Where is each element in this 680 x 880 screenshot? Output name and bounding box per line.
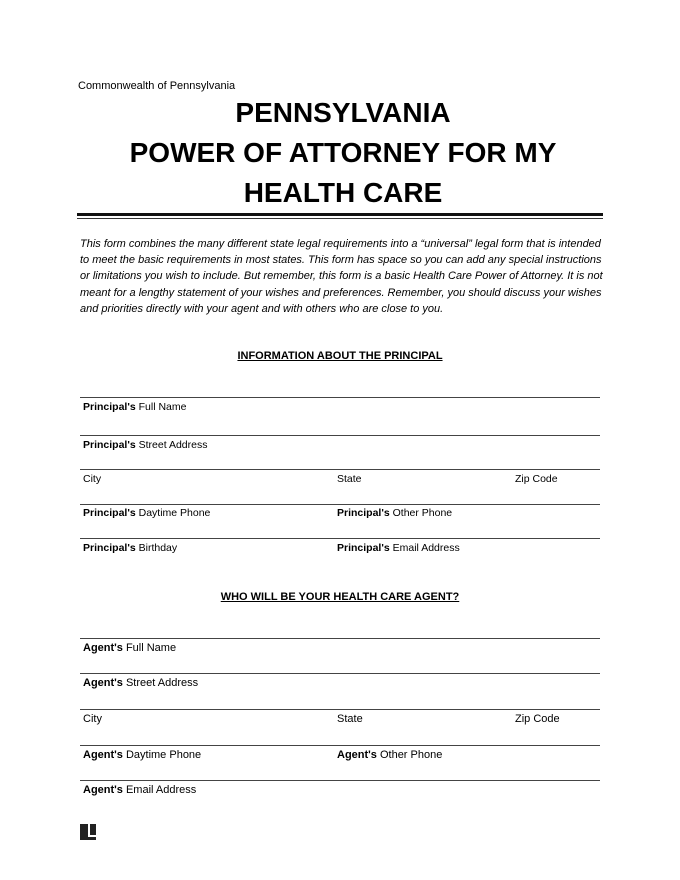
agent-state-field[interactable] bbox=[337, 713, 363, 725]
field-label-text: City bbox=[83, 713, 102, 725]
field-label-text: Street Address bbox=[135, 439, 208, 451]
intro-paragraph: This form combines the many different state legal requirements into a “universal” legal form that is intended to meet the basic requirements in most states. This form has space so you can add any special instructions or limitations you wish to include. But remember, this form is a basic Health Care Power of Attorney. It is not meant for a lengthy statement of your wishes and preferences. Remember, you should discuss your wishes and priorities directly with your agent and with others who are close to you. bbox=[80, 238, 603, 315]
title-line-3: HEALTH CARE bbox=[243, 177, 443, 208]
document-title bbox=[0, 93, 680, 213]
field-label-bold: Principal's bbox=[83, 542, 136, 554]
field-label-bold: Agent's bbox=[83, 784, 123, 796]
agent-email-field[interactable] bbox=[83, 784, 196, 796]
field-label-text: Daytime Phone bbox=[122, 749, 202, 761]
field-label-bold: Principal's bbox=[337, 542, 390, 554]
field-label-bold: Agent's bbox=[83, 749, 123, 761]
legal-templates-logo-icon bbox=[80, 824, 96, 840]
principal-email-field[interactable] bbox=[337, 542, 460, 554]
field-label-bold: Principal's bbox=[83, 507, 136, 519]
title-divider-thick bbox=[77, 213, 603, 216]
field-label-text: Daytime Phone bbox=[135, 507, 211, 519]
principal-full-name-field[interactable] bbox=[83, 401, 186, 413]
field-label-text: Full Name bbox=[135, 401, 187, 413]
principal-state-field[interactable] bbox=[337, 473, 362, 485]
field-label-bold: Principal's bbox=[337, 507, 390, 519]
agent-full-name-field[interactable] bbox=[83, 642, 176, 654]
agent-daytime-phone-field[interactable] bbox=[83, 749, 201, 761]
field-line bbox=[80, 504, 600, 505]
title-line-2: POWER OF ATTORNEY FOR MY bbox=[129, 137, 557, 168]
principal-street-address-field[interactable] bbox=[83, 439, 207, 451]
field-line bbox=[80, 397, 600, 398]
principal-zip-field[interactable] bbox=[515, 473, 558, 485]
field-label-text: Email Address bbox=[389, 542, 460, 554]
field-label-text: State bbox=[337, 713, 363, 725]
principal-section-heading: INFORMATION ABOUT THE PRINCIPAL bbox=[237, 350, 443, 362]
field-line bbox=[80, 469, 600, 470]
field-label-text: City bbox=[83, 473, 102, 485]
agent-zip-field[interactable] bbox=[515, 713, 560, 725]
field-line bbox=[80, 435, 600, 436]
principal-other-phone-field[interactable] bbox=[337, 507, 452, 519]
field-label-bold: Agent's bbox=[337, 749, 377, 761]
field-line bbox=[80, 673, 600, 674]
field-label-bold: Principal's bbox=[83, 439, 136, 451]
field-label-text: Street Address bbox=[122, 677, 199, 689]
field-label-text: State bbox=[337, 473, 362, 485]
field-line bbox=[80, 780, 600, 781]
field-label-text: Zip Code bbox=[515, 713, 560, 725]
principal-daytime-phone-field[interactable] bbox=[83, 507, 210, 519]
field-label-text: Other Phone bbox=[376, 749, 443, 761]
field-label-text: Zip Code bbox=[515, 473, 558, 485]
field-label-text: Full Name bbox=[122, 642, 177, 654]
field-line bbox=[80, 638, 600, 639]
agent-section-heading: WHO WILL BE YOUR HEALTH CARE AGENT? bbox=[220, 591, 460, 603]
field-label-bold: Agent's bbox=[83, 642, 123, 654]
field-label-text: Birthday bbox=[135, 542, 178, 554]
field-label-text: Other Phone bbox=[389, 507, 453, 519]
agent-street-address-field[interactable] bbox=[83, 677, 198, 689]
field-line bbox=[80, 538, 600, 539]
field-line bbox=[80, 745, 600, 746]
title-divider-thin bbox=[77, 218, 603, 219]
field-label-bold: Principal's bbox=[83, 401, 136, 413]
field-label-text: Email Address bbox=[122, 784, 197, 796]
logo-l-stroke-horizontal bbox=[88, 835, 96, 837]
field-line bbox=[80, 709, 600, 710]
field-label-bold: Agent's bbox=[83, 677, 123, 689]
title-line-1: PENNSYLVANIA bbox=[235, 97, 451, 128]
agent-city-field[interactable] bbox=[83, 713, 102, 725]
principal-birthday-field[interactable] bbox=[83, 542, 177, 554]
principal-city-field[interactable] bbox=[83, 473, 101, 485]
agent-other-phone-field[interactable] bbox=[337, 749, 442, 761]
jurisdiction-label: Commonwealth of Pennsylvania bbox=[78, 80, 236, 92]
